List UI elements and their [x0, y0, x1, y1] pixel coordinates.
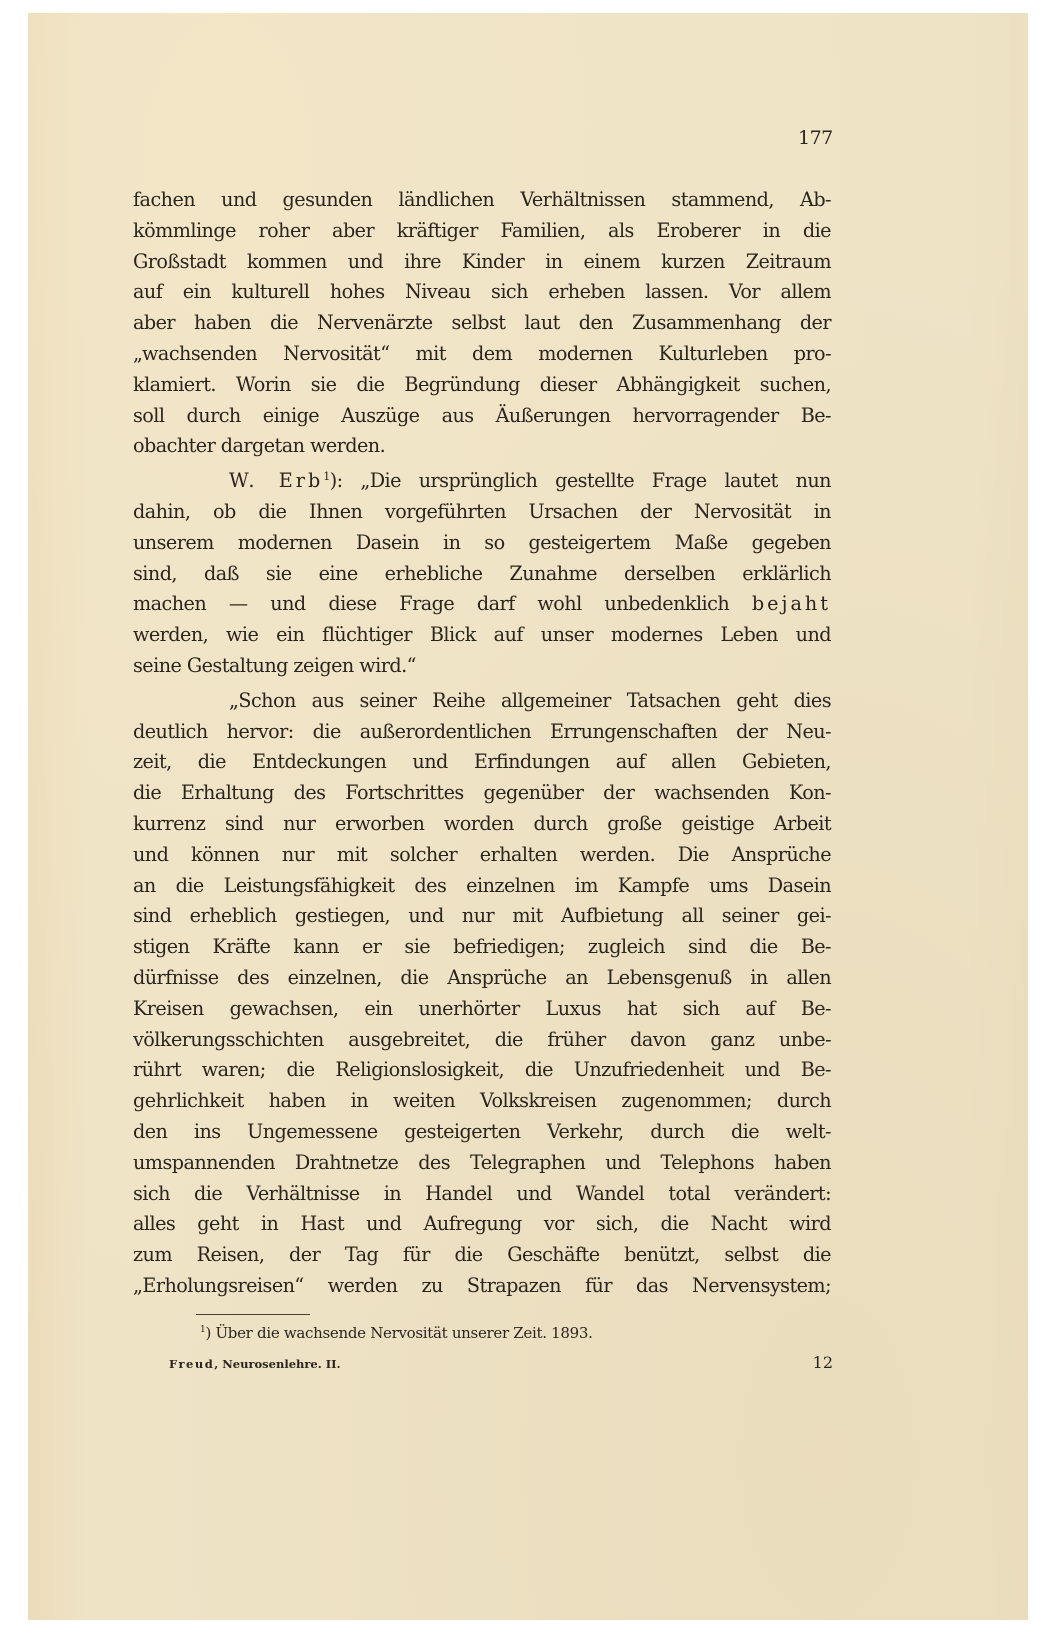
author-name: W. Erb [229, 469, 324, 493]
text-line: seine Gestaltung zeigen wird.“ [133, 653, 416, 677]
text-line: gehrlichkeit haben in weiten Volkskreisen zugenommen; durch [133, 1089, 831, 1113]
body-text [133, 185, 831, 1302]
text-line: klamiert. Worin sie die Begründung dieser Abhängigkeit suchen, [133, 372, 831, 396]
footnote [200, 1324, 593, 1342]
paragraph-2 [133, 466, 831, 682]
text-line: zum Reisen, der Tag für die Geschäfte benützt, selbst die [133, 1243, 831, 1267]
text-line: die Erhaltung des Fortschrittes gegenüber der wachsenden Kon- [133, 781, 831, 805]
text-line: dahin, ob die Ihnen vorgeführten Ursachen der Nervosität in [133, 499, 831, 523]
text-line: „Erholungsreisen“ werden zu Strapazen für das Nervensystem; [133, 1273, 831, 1297]
text-line: sich die Verhältnisse in Handel und Wandel total verändert: [133, 1181, 831, 1205]
text-line: werden, wie ein flüchtiger Blick auf unser modernes Leben und [133, 623, 831, 647]
text-line: „Schon aus seiner Reihe allgemeiner Tatsachen geht dies [229, 688, 831, 712]
text-line: kurrenz sind nur erworben worden durch große geistige Arbeit [133, 811, 831, 835]
text-line: alles geht in Hast und Aufregung vor sich, die Nacht wird [133, 1212, 831, 1236]
text-line: umspannenden Drahtnetze des Telegraphen und Telephons haben [133, 1150, 831, 1174]
footnote-reference[interactable]: 1 [323, 470, 330, 484]
text-line: W. Erb$^1$): „Die ursprünglich gestellte Frage lautet nun [229, 469, 831, 493]
text-line: soll durch einige Auszüge aus Äußerungen hervorragender Be- [133, 403, 831, 427]
text-line: Kreisen gewachsen, ein unerhörter Luxus hat sich auf Be- [133, 996, 831, 1020]
text-line: und können nur mit solcher erhalten werden. Die Ansprüche [133, 842, 831, 866]
text-line: unserem modernen Dasein in so gesteigertem Maße gegeben [133, 530, 831, 554]
signature-author: Freud [169, 1357, 215, 1371]
text-line: sind, daß sie eine erhebliche Zunahme derselben erklärlich [133, 561, 831, 585]
emphasized-word: bejaht [751, 592, 831, 616]
text-line: rührt waren; die Religionslosigkeit, die Unzufriedenheit und Be- [133, 1058, 831, 1082]
text-line: zeit, die Entdeckungen und Erfindungen auf allen Gebieten, [133, 750, 831, 774]
text-line: aber haben die Nervenärzte selbst laut den Zusammenhang der [133, 311, 831, 335]
text-line: auf ein kulturell hohes Niveau sich erheben lassen. Vor allem [133, 280, 831, 304]
signature-mark [169, 1357, 341, 1371]
book-page [28, 13, 1028, 1620]
text-line: völkerungsschichten ausgebreitet, die früher davon ganz unbe- [133, 1027, 831, 1051]
signature-title: , Neurosenlehre. II. [214, 1357, 341, 1371]
text-line: deutlich hervor: die außerordentlichen Errungenschaften der Neu- [133, 719, 831, 743]
paragraph-3 [133, 686, 831, 1302]
footnote-marker: 1 [200, 1325, 206, 1335]
text-line: machen — und diese Frage darf wohl unbedenklich bejaht [133, 592, 831, 616]
text-line: „wachsenden Nervosität“ mit dem modernen Kulturleben pro- [133, 341, 831, 365]
text-line: stigen Kräfte kann er sie befriedigen; zugleich sind die Be- [133, 935, 831, 959]
text-line: sind erheblich gestiegen, und nur mit Aufbietung all seiner gei- [133, 904, 831, 928]
sheet-number: 12 [812, 1353, 833, 1372]
footnote-text: ) Über die wachsende Nervosität unserer Zeit. 1893. [205, 1324, 593, 1342]
text-line: Großstadt kommen und ihre Kinder in einem kurzen Zeitraum [133, 249, 831, 273]
text-line: an die Leistungsfähigkeit des einzelnen im Kampfe ums Dasein [133, 873, 831, 897]
text-line: kömmlinge roher aber kräftiger Familien, als Eroberer in die [133, 218, 831, 242]
text-line: fachen und gesunden ländlichen Verhältnissen stammend, Ab- [133, 188, 831, 211]
paragraph-1 [133, 185, 831, 462]
text-line: den ins Ungemessene gesteigerten Verkehr, durch die welt- [133, 1119, 831, 1143]
page-number: 177 [798, 127, 833, 149]
footnote-divider [196, 1314, 310, 1315]
text-line: dürfnisse des einzelnen, die Ansprüche an Lebensgenuß in allen [133, 965, 831, 989]
text-line: obachter dargetan werden. [133, 434, 386, 458]
